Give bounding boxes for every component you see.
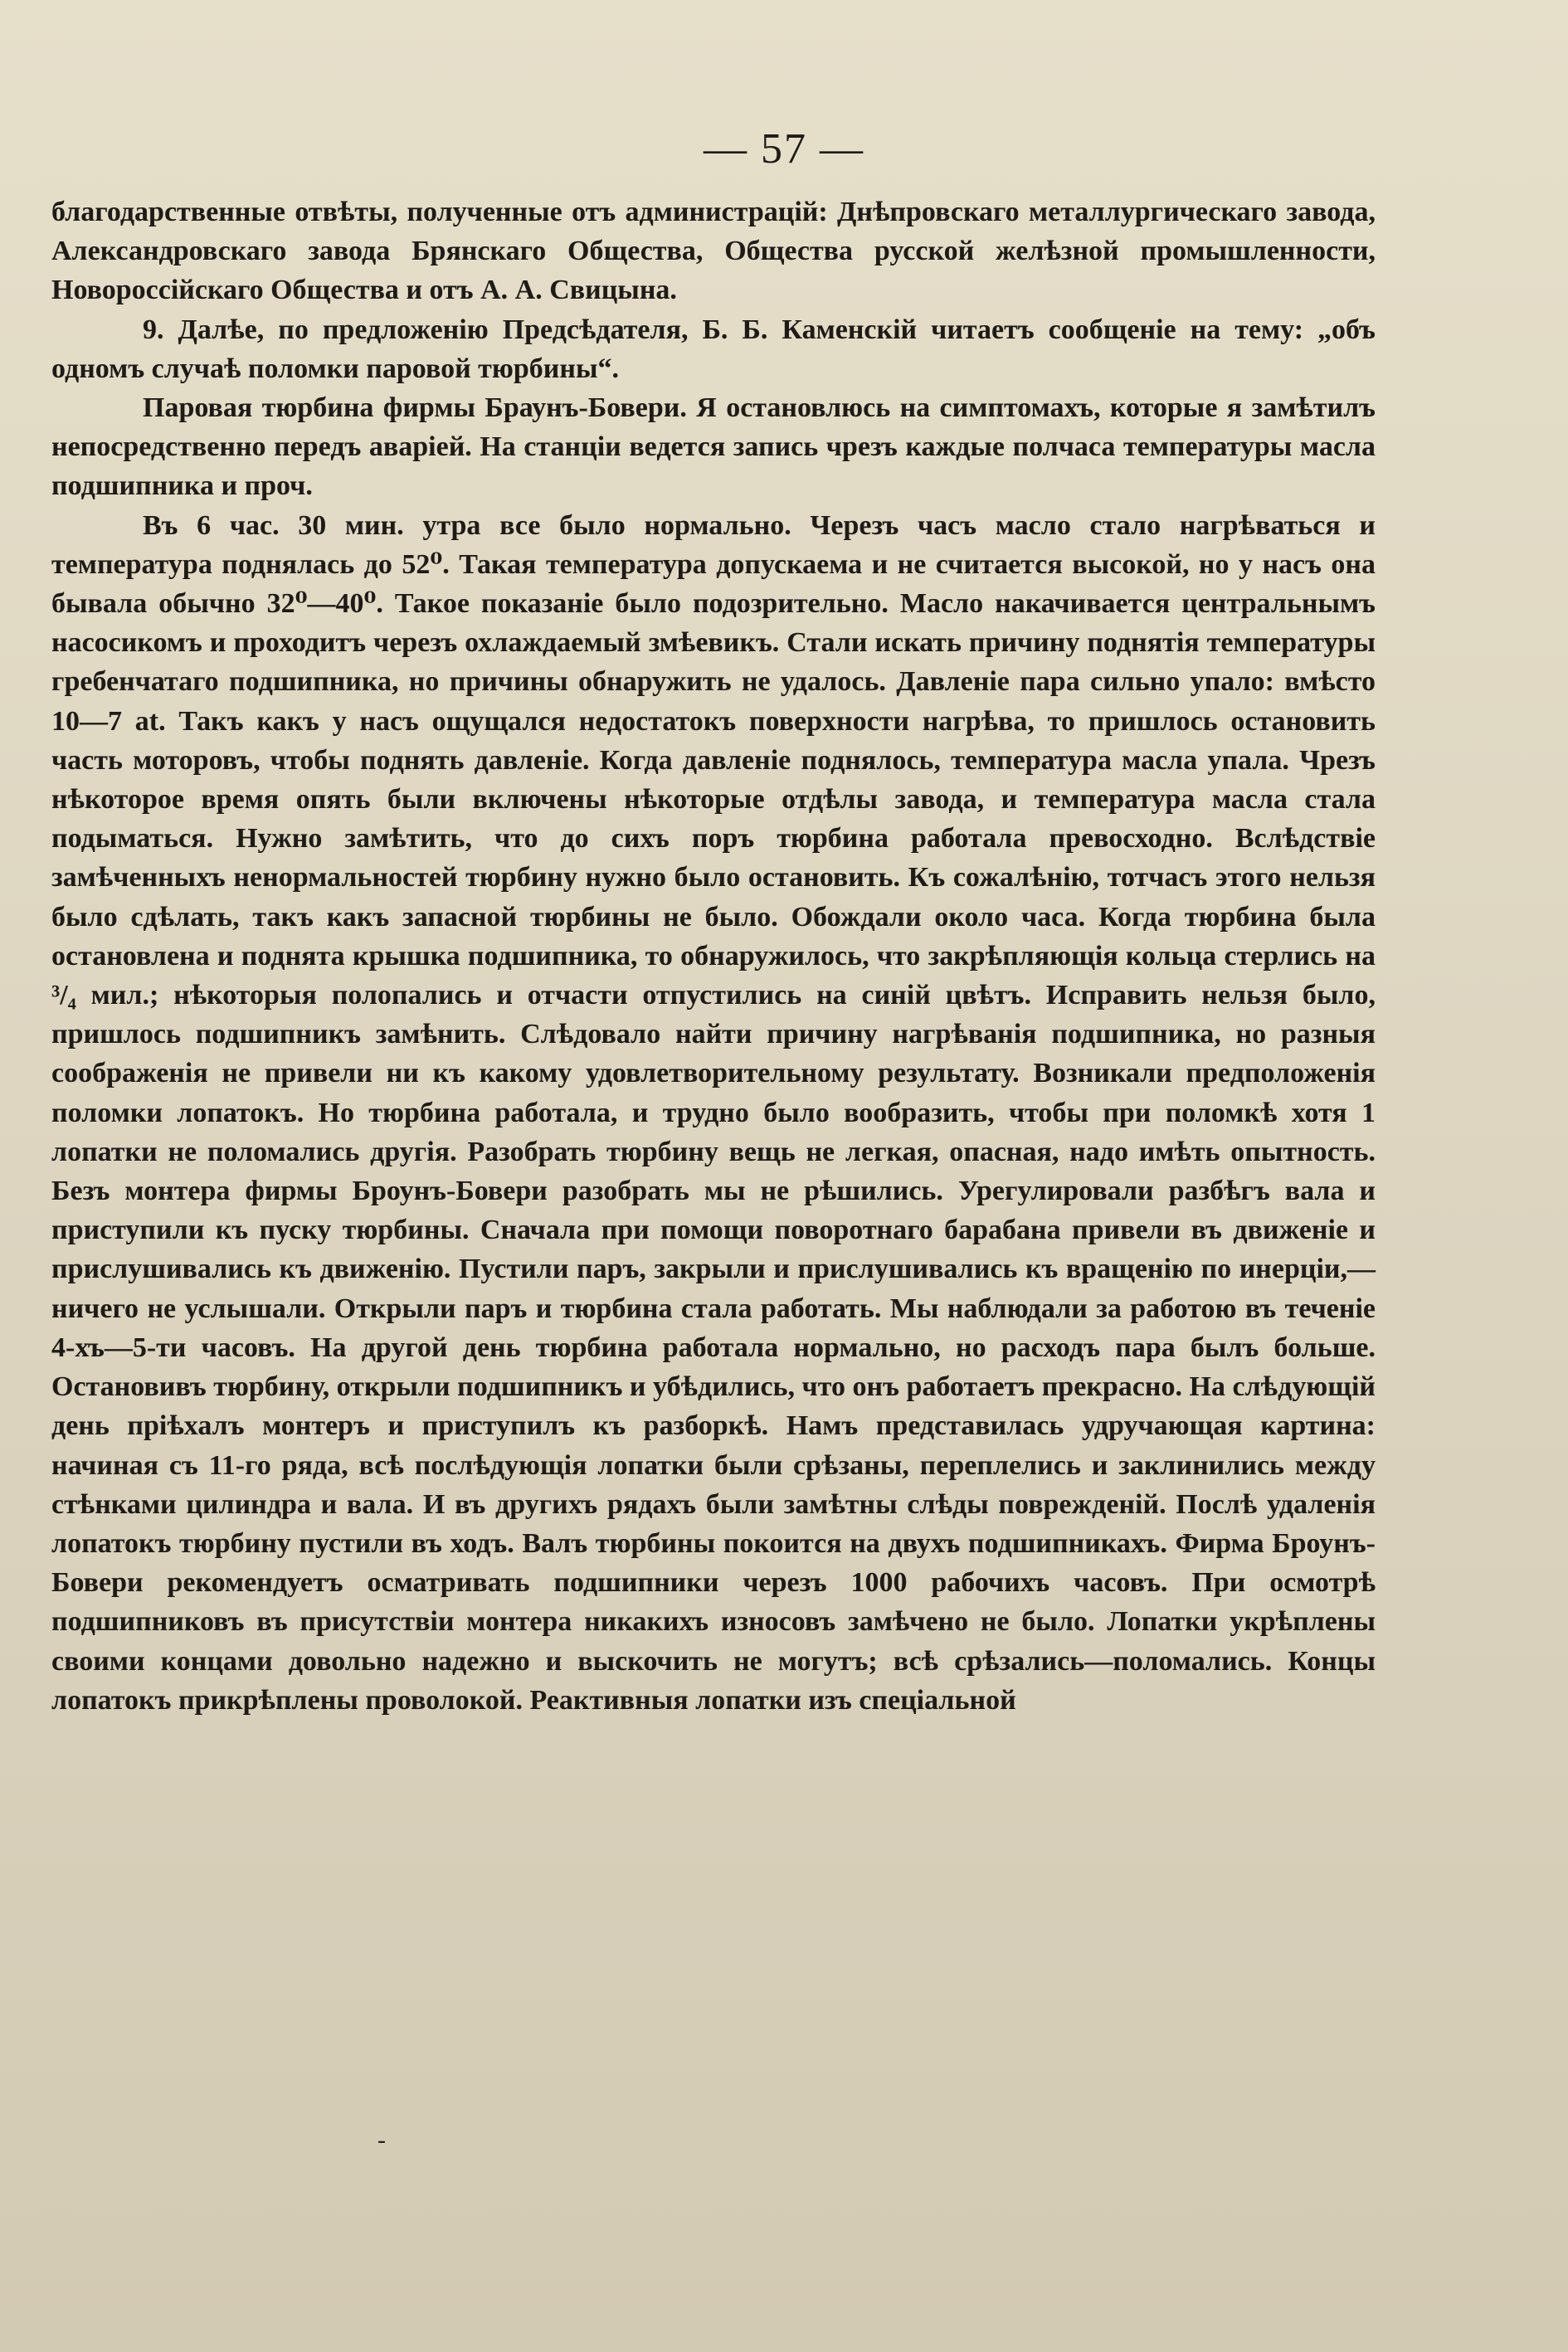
paragraph-item-9: 9. Далѣе, по предложенію Предсѣдателя, Б. Б. Каменскій читаетъ сообщеніе на тему: „объ одномъ случаѣ поломки паровой тюрбины“. bbox=[51, 314, 1376, 384]
footer-mark: - bbox=[377, 2126, 386, 2154]
paragraph-continuation: благодарственные отвѣты, полученные отъ администрацій: Днѣпровскаго металлургическаго завода, Александровскаго завода Брянскаго Общества, Общества русской желѣзной промышленности, Новороссійскаго Общества и отъ А. А. Свицына. bbox=[51, 197, 1376, 306]
page-number: — 57 — bbox=[704, 125, 864, 173]
body-text bbox=[51, 192, 1376, 1720]
paragraph-incident-report: Въ 6 час. 30 мин. утра все было нормально. Черезъ часъ масло стало нагрѣваться и температура поднялась до 52⁰. Такая температура допускаема и не считается высокой, но у насъ она бывала обычно 32⁰—40⁰. Такое показаніе было подозрительно. Масло накачивается центральнымъ насосикомъ и проходитъ черезъ охлаждаемый змѣевикъ. Стали искать причину поднятія температуры гребенчатаго подшипника, но причины обнаружить не удалось. Давленіе пара сильно упало: вмѣсто 10—7 at. Такъ какъ у насъ ощущался недостатокъ поверхности нагрѣва, то пришлось остановить часть моторовъ, чтобы поднять давленіе. Когда давленіе поднялось, температура масла упала. Чрезъ нѣкоторое время опять были включены нѣкоторые отдѣлы завода, и температура масла стала подыматься. Нужно замѣтить, что до сихъ поръ тюрбина работала превосходно. Вслѣдствіе замѣченныхъ ненормальностей тюрбину нужно было остановить. Къ сожалѣнію, тотчасъ этого нельзя было сдѣлать, такъ какъ запасной тюрбины не было. Обождали около часа. Когда тюрбина была остановлена и поднята крышка подшипника, то обнаружилось, что закрѣпляющія кольца стерлись на ³/₄ мил.; нѣкоторыя полопались и отчасти отпустились на синій цвѣтъ. Исправить нельзя было, пришлось подшипникъ замѣнить. Слѣдовало найти причину нагрѣванія подшипника, но разныя соображенія не привели ни къ какому удовлетворительному результату. Возникали предположенія поломки лопатокъ. Но тюрбина работала, и трудно было вообразить, чтобы при поломкѣ хотя 1 лопатки не поломались другія. Разобрать тюрбину вещь не легкая, опасная, надо имѣть опытность. Безъ монтера фирмы Броунъ-Бовери разобрать мы не рѣшились. Урегулировали разбѣгъ вала и приступили къ пуску тюрбины. Сначала при помощи поворотнаго барабана привели въ движеніе и прислушивались къ движенію. Пустили паръ, закрыли и прислушивались къ вращенію по инерціи,—ничего не услышали. Открыли паръ и тюрбина стала работать. Мы наблюдали за работою въ теченіе 4-хъ—5-ти часовъ. На другой день тюрбина работала нормально, но расходъ пара былъ больше. Остановивъ тюрбину, открыли подшипникъ и убѣдились, что онъ работаетъ прекрасно. На слѣдующій день пріѣхалъ монтеръ и приступилъ къ разборкѣ. Намъ представилась удручающая картина: начиная съ 11-го ряда, всѣ послѣдующія лопатки были срѣзаны, переплелись и заклинились между стѣнками цилиндра и вала. И въ другихъ рядахъ были замѣтны слѣды поврежденій. Послѣ удаленія лопатокъ тюрбину пустили въ ходъ. Валъ тюрбины покоится на двухъ подшипникахъ. Фирма Броунъ-Бовери рекомендуетъ осматривать подшипники черезъ 1000 рабочихъ часовъ. При осмотрѣ подшипниковъ въ присутствіи монтера никакихъ износовъ замѣчено не было. Лопатки укрѣплены своими концами довольно надежно и выскочить не могутъ; всѣ срѣзались—поломались. Концы лопатокъ прикрѣплены проволокой. Реактивныя лопатки изъ спеціальной bbox=[51, 509, 1376, 1716]
paragraph-turbine-intro: Паровая тюрбина фирмы Браунъ-Бовери. Я остановлюсь на симптомахъ, которые я замѣтилъ непосредственно передъ аваріей. На станціи ведется запись чрезъ каждые полчаса температуры масла подшипника и проч. bbox=[51, 392, 1376, 502]
